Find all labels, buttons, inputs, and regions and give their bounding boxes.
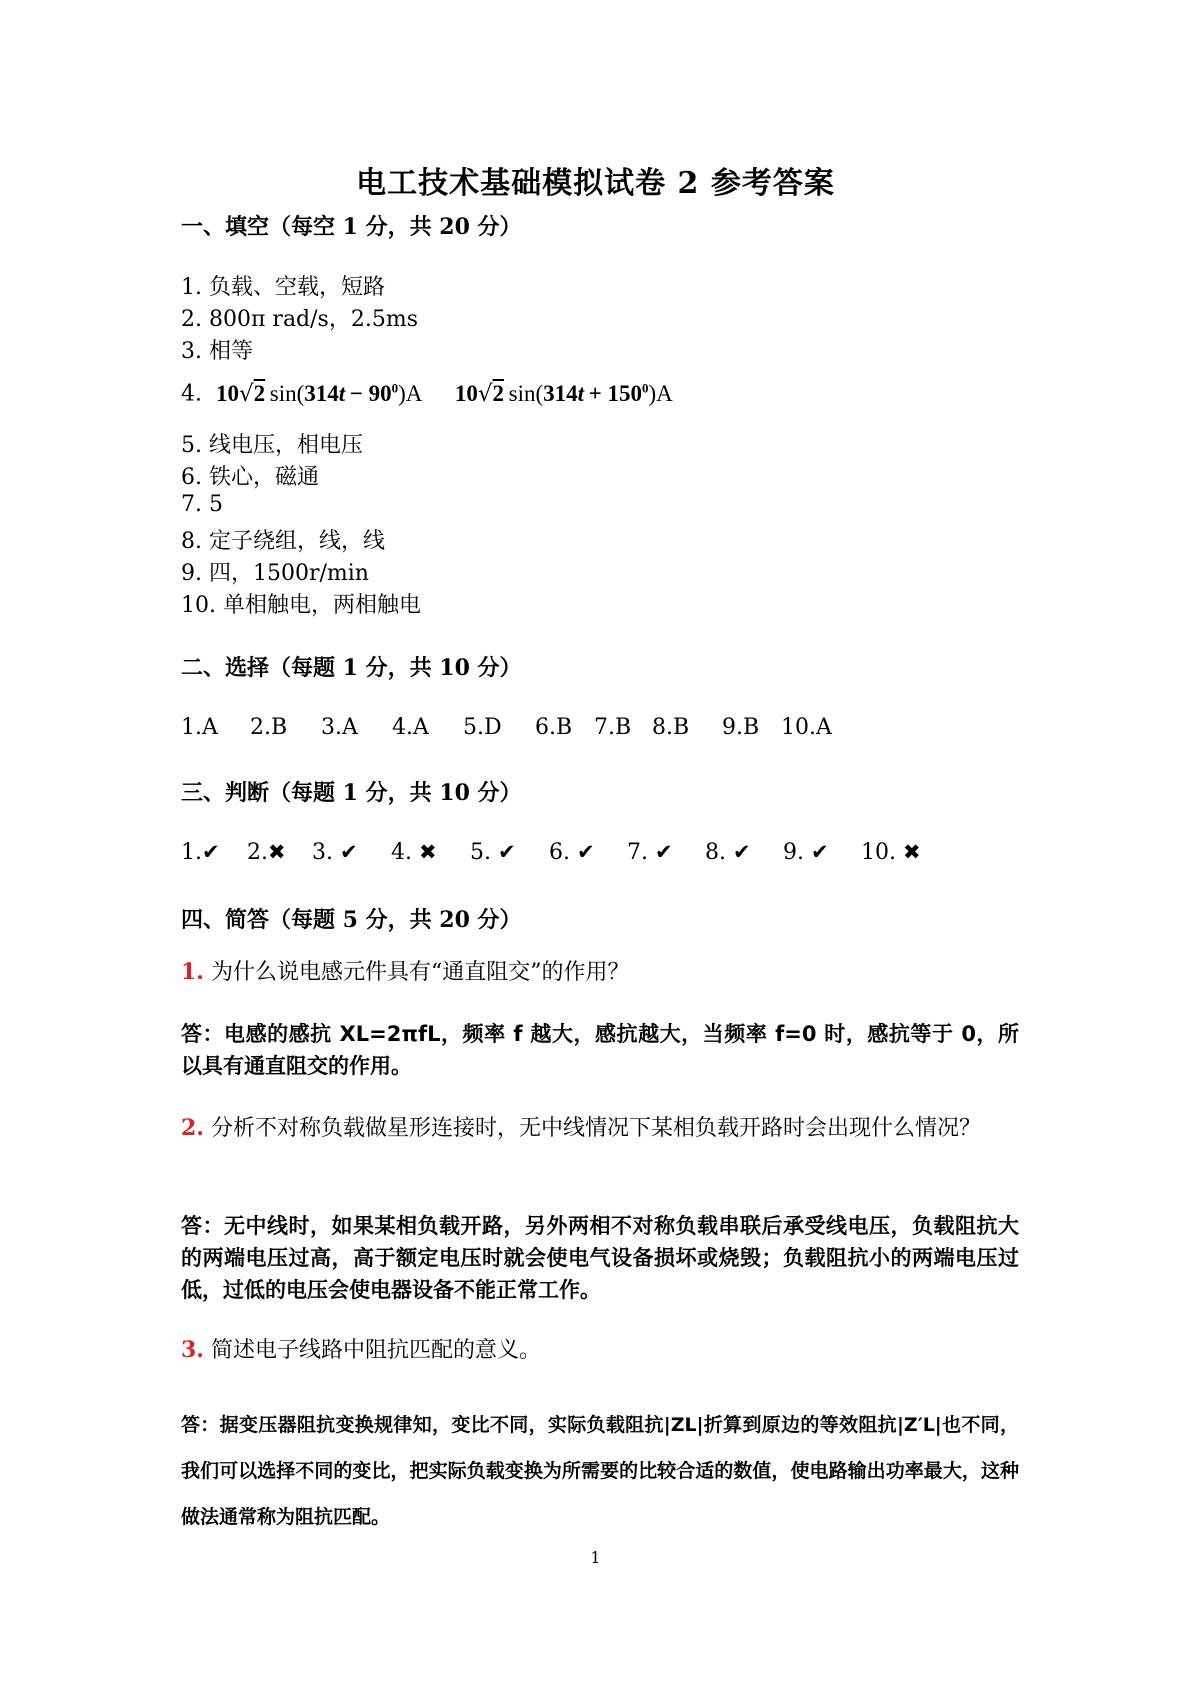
fill-answer-10: 10. 单相触电，两相触电: [181, 593, 421, 618]
fill-answer-9: 9. 四，1500r/min: [181, 561, 369, 586]
short-question-3: [181, 1334, 1021, 1367]
choice-answer: 4.A: [392, 715, 429, 740]
fill-answer-4: [181, 380, 673, 407]
judge-answer: 3. ✔: [312, 840, 358, 865]
short-question-1: [181, 956, 1021, 989]
question-text: 为什么说电感元件具有“通直阻交”的作用？: [210, 960, 630, 985]
page-number: 1: [590, 1548, 601, 1567]
check-icon: ✔: [577, 840, 595, 864]
judge-answer: 6. ✔: [549, 840, 595, 865]
fill-answer-2: 2. 800π rad/s，2.5ms: [181, 307, 418, 332]
fill-answer-4-number: 4.: [181, 381, 202, 407]
judge-answer: 4. ✖: [391, 840, 437, 865]
cross-icon: ✖: [903, 840, 921, 864]
check-icon: ✔: [733, 840, 751, 864]
choice-answer: 1.A: [181, 715, 218, 740]
check-icon: ✔: [811, 840, 829, 864]
fill-answer-3: 3. 相等: [181, 339, 253, 364]
check-icon: ✔: [655, 840, 673, 864]
judge-answer: 1.✔: [181, 840, 220, 865]
judge-answer: 10. ✖: [861, 840, 921, 865]
choice-answer: 3.A: [321, 715, 358, 740]
fill-answer-1: 1. 负载、空载，短路: [181, 275, 385, 300]
check-icon: ✔: [340, 840, 358, 864]
short-answer-1: 答：电感的感抗 XL=2πfL，频率 f 越大，感抗越大，当频率 f=0 时，感抗等于 0，所以具有通直阻交的作用。: [181, 1022, 1019, 1078]
choice-answer: 5.D: [463, 715, 502, 740]
question-text: 简述电子线路中阻抗匹配的意义。: [210, 1338, 541, 1363]
cross-icon: ✖: [268, 840, 286, 864]
choice-answer: 8.B: [652, 715, 690, 740]
choice-answer: 7.B: [594, 715, 632, 740]
question-text: 分析不对称负载做星形连接时，无中线情况下某相负载开路时会出现什么情况？: [210, 1116, 981, 1141]
judge-answer: 5. ✔: [470, 840, 516, 865]
choice-answer: 9.B: [722, 715, 760, 740]
check-icon: ✔: [202, 840, 220, 864]
fill-answer-8: 8. 定子绕组，线，线: [181, 529, 385, 554]
question-number: 3.: [181, 1337, 204, 1363]
formula-current-1: 10√2 $\sin(314t - 90^0)A$: [216, 380, 422, 407]
fill-answer-7: 7. 5: [181, 492, 223, 517]
choice-answer: 6.B: [535, 715, 573, 740]
page-title: 电工技术基础模拟试卷 2 参考答案: [356, 166, 835, 201]
judge-answer: 2.✖: [247, 840, 286, 865]
fill-answer-6: 6. 铁心，磁通: [181, 465, 319, 490]
section-heading-judge: 三、判断（每题 1 分，共 10 分）: [181, 780, 522, 806]
section-heading-fill: 一、填空（每空 1 分，共 20 分）: [181, 214, 522, 240]
question-number: 2.: [181, 1115, 204, 1141]
section-heading-short: 四、简答（每题 5 分，共 20 分）: [181, 907, 522, 933]
cross-icon: ✖: [419, 840, 437, 864]
short-question-2: [181, 1112, 1021, 1145]
formula-current-2: 10√2 $\sin(314t + 150^0)A$: [454, 380, 673, 407]
check-icon: ✔: [498, 840, 516, 864]
choice-answer: 2.B: [250, 715, 288, 740]
judge-answer: 7. ✔: [627, 840, 673, 865]
question-number: 1.: [181, 959, 204, 985]
choice-answer: 10.A: [781, 715, 832, 740]
short-answer-3: 答：据变压器阻抗变换规律知，变比不同，实际负载阻抗|ZL|折算到原边的等效阻抗|Z′L|也不同，我们可以选择不同的变比，把实际负载变换为所需要的比较合适的数值，使电路输出功率最大，这种做法通常称为阻抗匹配。: [181, 1414, 1019, 1528]
short-answer-2: 答：无中线时，如果某相负载开路，另外两相不对称负载串联后承受线电压，负载阻抗大的两端电压过高，高于额定电压时就会使电气设备损坏或烧毁；负载阻抗小的两端电压过低，过低的电压会使电器设备不能正常工作。: [181, 1214, 1019, 1302]
fill-answer-5: 5. 线电压，相电压: [181, 433, 363, 458]
judge-answer: 9. ✔: [783, 840, 829, 865]
judge-answer: 8. ✔: [705, 840, 751, 865]
section-heading-choice: 二、选择（每题 1 分，共 10 分）: [181, 655, 522, 681]
